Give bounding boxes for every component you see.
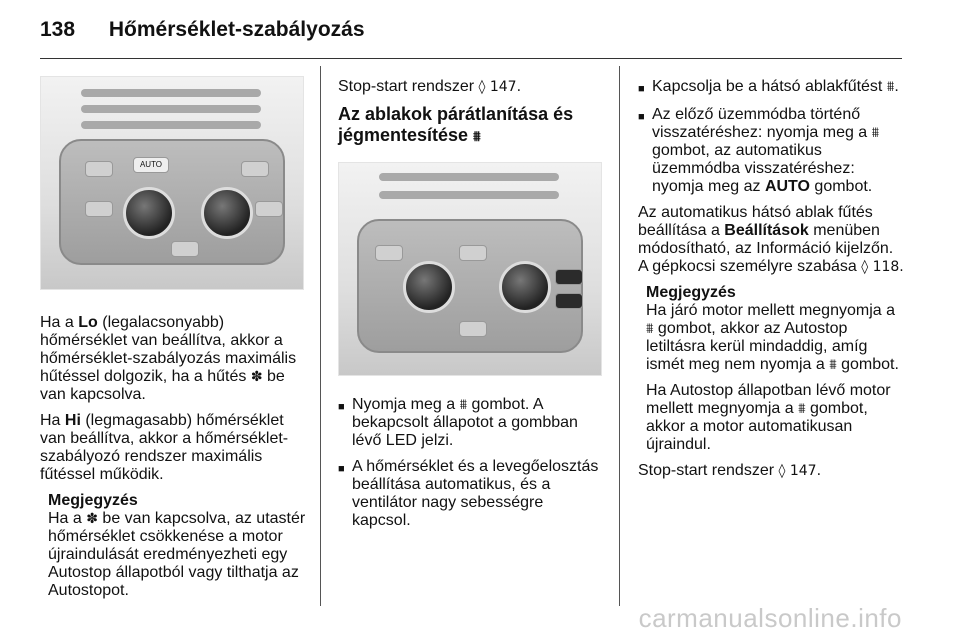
panel-button — [241, 161, 269, 177]
vent-slat — [81, 105, 261, 113]
ac-icon: ✽ — [250, 369, 263, 385]
column-2 — [338, 78, 604, 538]
lo-paragraph: Ha a Lo (legalacsonyabb) hőmérséklet van beállítva, akkor a hőmérséklet-szabályozás maximális hűtéssel dolgozik, ha a hűtés ✽ be van kapcsolva. — [40, 314, 297, 403]
stop-start-ref: Stop-start rendszer ◊ 147. — [638, 462, 822, 479]
defrost-button-figure — [338, 162, 602, 376]
section-heading: Az ablakok párátlanítása és jégmentesítése ⩩ — [338, 104, 574, 145]
note-paragraph: Ha Autostop állapotban lévő motor mellett megnyomja a ⩩ gombot, akkor a motor automatikusan újraindul. — [646, 382, 891, 453]
auto-button: AUTO — [133, 157, 169, 173]
header-rule — [40, 58, 902, 59]
right-temperature-knob — [499, 261, 551, 313]
settings-paragraph: Az automatikus hátsó ablak fűtés beállítása a Beállítások menüben módosítható, az Információ kijelzőn. A gépkocsi személyre szabása ◊ 118. — [638, 204, 904, 275]
page-header — [40, 18, 365, 42]
panel-button — [85, 161, 113, 177]
panel-button — [85, 201, 113, 217]
column-1 — [40, 66, 308, 608]
stop-start-ref: Stop-start rendszer ◊ 147. — [338, 78, 522, 95]
windscreen-defrost-icon: ⩩ — [459, 397, 468, 413]
column-divider-1 — [320, 66, 321, 606]
climate-panel-figure — [40, 76, 304, 290]
vent-slat — [81, 89, 261, 97]
panel-button — [459, 245, 487, 261]
control-panel — [59, 139, 285, 265]
windscreen-defrost-icon: ⩩ — [871, 125, 880, 141]
panel-button — [255, 201, 283, 217]
watermark: carmanualsonline.info — [638, 603, 902, 633]
rear-window-heating-icon: ⩩ — [886, 79, 895, 95]
panel-button — [459, 321, 487, 337]
vent-slat — [81, 121, 261, 129]
ac-icon: ✽ — [86, 511, 98, 527]
note-block: Megjegyzés Ha járó motor mellett megnyomja a ⩩ gombot, akkor az Autostop letiltásra kerül mindaddig, amíg ismét meg nem nyomja a ⩩ gombot. — [646, 284, 906, 374]
left-temperature-knob — [123, 187, 175, 239]
windscreen-defrost-icon: ⩩ — [473, 129, 481, 145]
windscreen-defrost-icon: ⩩ — [646, 321, 654, 337]
control-panel — [357, 219, 583, 353]
vent-slat — [379, 191, 559, 199]
list-item: ■ Kapcsolja be a hátsó ablakfűtést ⩩. — [638, 78, 899, 95]
note-block: Megjegyzés Ha a ✽ be van kapcsolva, az utastér hőmérséklet csökkenése a motor újraindulását eredményezheti egy Autostop állapotból vagy tilthatja az Autostopot. — [48, 492, 308, 600]
list-item: ■ Az előző üzemmódba történő visszatéréshez: nyomja meg a ⩩ gombot, az automatikus üzemmódba visszatéréshez: nyomja meg az AUTO gombot. — [638, 106, 880, 195]
panel-button — [171, 241, 199, 257]
rear-window-button-highlighted — [555, 293, 583, 309]
column-3 — [638, 78, 906, 488]
note-title: Megjegyzés — [646, 284, 736, 301]
list-item: ■ A hőmérséklet és a levegőelosztás beállítása automatikus, és a ventilátor nagy sebességre kapcsol. — [338, 458, 599, 529]
page-number: 138 — [40, 18, 76, 41]
page-title: Hőmérséklet-szabályozás — [108, 18, 365, 41]
windscreen-defrost-icon: ⩩ — [829, 357, 837, 373]
column-divider-2 — [619, 66, 620, 606]
windscreen-defrost-icon: ⩩ — [798, 401, 806, 417]
right-temperature-knob — [201, 187, 253, 239]
panel-button — [375, 245, 403, 261]
list-item: ■ Nyomja meg a ⩩ gombot. A bekapcsolt állapotot a gombban lévő LED jelzi. — [338, 396, 578, 449]
note-title: Megjegyzés — [48, 492, 138, 509]
hi-paragraph: Ha Hi (legmagasabb) hőmérséklet van beállítva, akkor a hőmérséklet-szabályozó rendszer maximális fűtéssel működik. — [40, 412, 289, 483]
defrost-button-highlighted — [555, 269, 583, 285]
vent-slat — [379, 173, 559, 181]
left-temperature-knob — [403, 261, 455, 313]
